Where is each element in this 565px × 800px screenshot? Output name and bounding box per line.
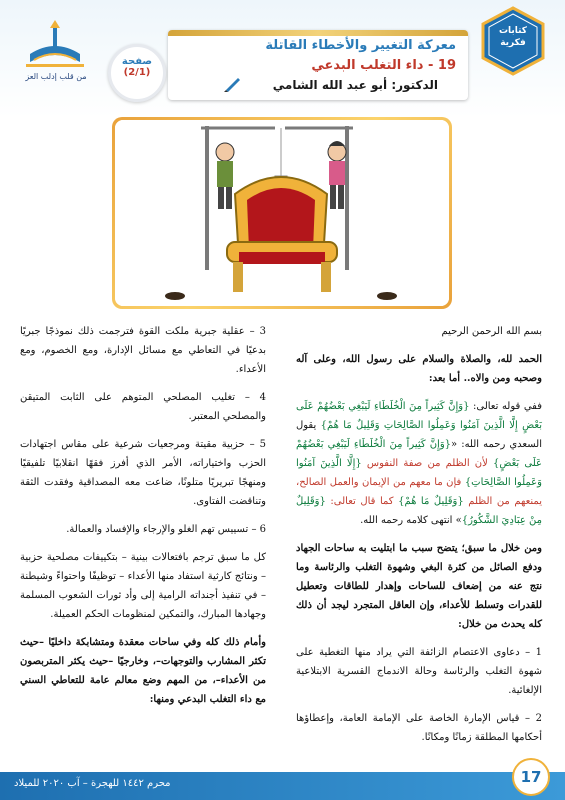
series-title: معركة التغيير والأخطاء القاتلة <box>265 38 456 53</box>
issue-date: محرم ١٤٤٢ للهجرة – آب ٢٠٢٠ للميلاد <box>14 778 171 789</box>
title-gold-bar <box>168 30 468 36</box>
cause-item-6: 6 – تسييس تهم الغلو والإرجاء والإفساد والعمالة. <box>66 524 266 535</box>
text-column-right <box>296 322 542 756</box>
quran-verse: {وَإِنَّ كَثِيراً مِنَ الْخُلَطَاءِ لَيَبْغِي بَعْضُهُمْ عَلَى بَعْضٍ} <box>296 439 542 469</box>
quill-pen-icon <box>224 76 242 92</box>
commentary-closing: » انتهى كلامه رحمه الله. <box>360 515 462 526</box>
commentary-text: كما قال تعالى: <box>325 496 399 507</box>
cause-item-2: 2 – قياس الإمارة الخاصة على الإمامة العامة، وإعطاؤها أحكامها المطلقة زمانًا ومكانًا. <box>296 713 542 743</box>
commentary-attribution: يقول السعدي رحمه الله: « <box>296 420 542 450</box>
cause-item-1: 1 – دعاوى الاعتصام الزائفة التي يراد منها التغطية على شهوة التغلب والرئاسة وحالة الاندماج القسرية الابتلاعية الإلغائية. <box>296 647 542 696</box>
page-part-value: (2/1) <box>123 67 151 78</box>
commentary-text: لأن الظلم من صفة النفوس <box>361 458 493 469</box>
conclusion-paragraph: وأمام ذلك كله وفي ساحات معقدة ومتشابكة داخليًا –حيث تكثر المشارب والتوجهات–، وخارجيًا –حيث يكثر المتربصون من الأعداء–، من المهم وضع معالم عامة للتعاطي السني مع داء التغلب البدعي ومنها: <box>20 637 266 705</box>
episode-title: 19 - داء التغلب البدعي <box>311 58 456 73</box>
quran-commentary-paragraph <box>296 397 542 530</box>
text-column-left <box>20 322 266 718</box>
page-number: 17 <box>512 758 550 796</box>
illustration <box>115 120 449 306</box>
commentary-intro: ففي قوله تعالى: <box>469 401 542 412</box>
quran-verse: {وَقَلِيلٌ مَا هُمْ} <box>398 496 464 507</box>
category-label <box>480 25 546 49</box>
cause-item-4: 4 – تغليب المصلحي المتوهم على الثابت المتيقن والمصلحي المعتبر. <box>20 392 266 422</box>
category-label-line-2: فكرية <box>500 38 526 48</box>
quran-verse: {وَإِنَّ كَثِيراً مِنَ الْخُلَطَاءِ لَيَبْغِي بَعْضُهُمْ عَلَى بَعْضٍ إِلَّا الَّذِينَ آمَنُوا وَعَمِلُوا الصَّالِحَاتِ وَقَلِيلٌ مَا هُمْ} <box>296 401 542 431</box>
quran-verse: {وَقَلِيلٌ مِنْ عِبَادِيَ الشَّكُورُ} <box>296 496 542 526</box>
opening-paragraph: الحمد لله، والصلاة والسلام على رسول الله، وعلى آله وصحبه ومن والاه.. أما بعد: <box>296 354 542 384</box>
logo-caption: من قلب إدلب العز <box>25 72 87 81</box>
magazine-logo-icon <box>20 14 90 74</box>
cause-item-3: 3 – عقلية جبرية ملكت القوة فترجمت ذلك نموذجًا جبريًا بدعيًا في التعاطي مع مسائل الإدارة، ومع الخصوم، ومع الأعداء. <box>20 326 266 375</box>
author-name: الدكتور: أبو عبد الله الشامي <box>272 78 438 92</box>
cause-item-5: 5 – حزبية مقيتة ومرجعيات شرعية على مقاس اجتهادات الحزب واختياراته، الأمر الذي أفرز فقهًا انقلابيًا تلفيقيًا ومنهجًا تبريريًا متلونًا، ضاعت معه المصداقية وفقدت الثقة وتناقضت الفتاوى. <box>20 439 266 507</box>
title-box <box>168 30 468 100</box>
basmala: بسم الله الرحمن الرحيم <box>441 326 542 337</box>
page-part-label: صفحة <box>121 56 153 67</box>
commentary-text: فإن ما معهم من الإيمان والعمل الصالح، يمنعهم من الظلم <box>296 477 542 507</box>
causes-intro-paragraph: ومن خلال ما سبق؛ يتضح سبب ما ابتليت به ساحات الجهاد ودفع الصائل من كثرة البغي وشهوة التغلب والرئاسة وما نتج عنه من إضعاف للساحات وإهدار للطاقات وتعطيل للقدرات وتسلط للأعداء، وإن العاقل المتجرد ليجد أن ذلك كله يحدث من خلال: <box>296 543 542 630</box>
category-label-line-1: كتابات <box>498 26 528 36</box>
quran-verse: {إِلَّا الَّذِينَ آمَنُوا وَعَمِلُوا الصَّالِحَاتِ} <box>296 458 542 488</box>
throne-illustration-icon <box>115 120 449 306</box>
illustration-frame <box>112 117 452 309</box>
consequences-paragraph: كل ما سبق ترجم بافتعالات بينية – بتكييفات مصلحية حزبية – ونتائج كارثية استفاد منها الأعداء – توظيفًا واحتواءً وشيطنة – في تنفيذ أجنداته الرامية إلى وأد ثورات الشعوب المسلمة وجهادها المبارك، والتمكين لمنظومات الحكم العميلة. <box>20 552 266 620</box>
page-part-badge <box>108 44 166 102</box>
